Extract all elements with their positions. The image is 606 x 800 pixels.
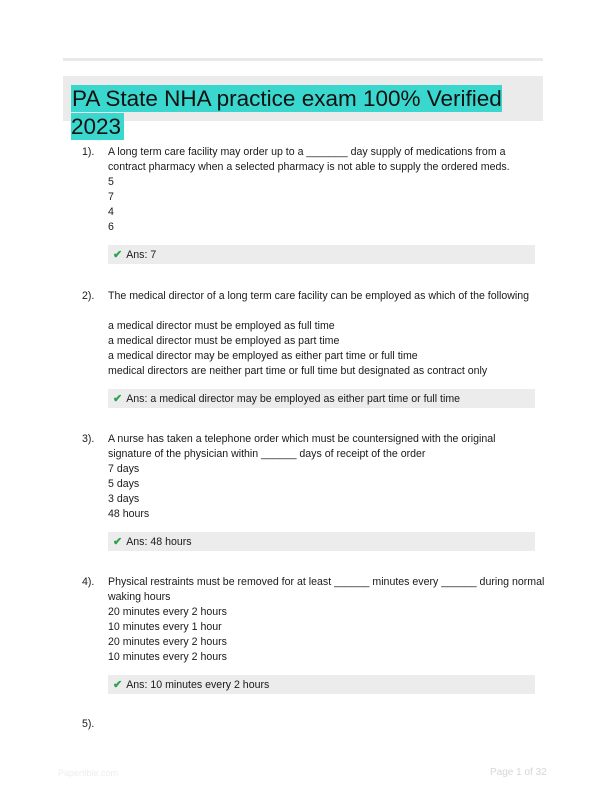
page-number: Page 1 of 32 bbox=[490, 767, 547, 778]
question-body bbox=[108, 432, 538, 551]
option: 3 days bbox=[108, 493, 140, 505]
option: medical directors are neither part time or full time but designated as contract only bbox=[108, 365, 488, 377]
question-text: signature of the physician within ______ days of receipt of the order bbox=[108, 448, 426, 460]
answer-text: Ans: 7 bbox=[126, 248, 157, 261]
option: 20 minutes every 2 hours bbox=[108, 636, 227, 648]
question-body bbox=[108, 575, 545, 694]
option: 4 bbox=[108, 206, 114, 218]
checkmark-icon: ✔ bbox=[113, 249, 123, 261]
answer-text: Ans: 48 hours bbox=[126, 535, 192, 548]
option: 5 bbox=[108, 176, 114, 188]
footer-watermark: Papertible.com bbox=[58, 768, 119, 778]
option: 7 bbox=[108, 191, 114, 203]
answer-box bbox=[108, 389, 535, 408]
question-number: 5). bbox=[82, 718, 95, 730]
checkmark-icon: ✔ bbox=[113, 536, 123, 548]
option: 48 hours bbox=[108, 508, 150, 520]
question-body bbox=[108, 145, 538, 264]
question-body bbox=[108, 289, 538, 408]
question-text: A nurse has taken a telephone order which must be countersigned with the original bbox=[108, 433, 496, 445]
checkmark-icon: ✔ bbox=[113, 393, 123, 405]
option: a medical director may be employed as either part time or full time bbox=[108, 350, 418, 362]
option: a medical director must be employed as part time bbox=[108, 335, 340, 347]
question-number: 2). bbox=[82, 290, 95, 302]
option: 10 minutes every 2 hours bbox=[108, 651, 227, 663]
question-number: 1). bbox=[82, 146, 95, 158]
question-number: 3). bbox=[82, 433, 95, 445]
question-text: Physical restraints must be removed for at least ______ minutes every ______ during normal bbox=[108, 576, 545, 588]
question-number: 4). bbox=[82, 576, 95, 588]
document-title: PA State NHA practice exam 100% Verified 2023 bbox=[71, 86, 502, 139]
spacer bbox=[108, 304, 538, 319]
answer-text: Ans: a medical director may be employed as either part time or full time bbox=[126, 392, 461, 405]
answer-box bbox=[108, 532, 535, 551]
checkmark-icon: ✔ bbox=[113, 679, 123, 691]
option: 10 minutes every 1 hour bbox=[108, 621, 222, 633]
option: 6 bbox=[108, 221, 114, 233]
top-divider bbox=[63, 58, 543, 61]
option: a medical director must be employed as full time bbox=[108, 320, 335, 332]
option: 5 days bbox=[108, 478, 140, 490]
option: 20 minutes every 2 hours bbox=[108, 606, 227, 618]
option: 7 days bbox=[108, 463, 140, 475]
question-text: The medical director of a long term care facility can be employed as which of the following bbox=[108, 290, 530, 302]
question-text: waking hours bbox=[108, 591, 171, 603]
answer-text: Ans: 10 minutes every 2 hours bbox=[126, 678, 270, 691]
answer-box bbox=[108, 675, 535, 694]
answer-box bbox=[108, 245, 535, 264]
question-text: contract pharmacy when a selected pharmacy is not able to supply the ordered meds. bbox=[108, 161, 510, 173]
title-banner bbox=[63, 76, 543, 139]
question-text: A long term care facility may order up to a _______ day supply of medications from a bbox=[108, 146, 506, 158]
